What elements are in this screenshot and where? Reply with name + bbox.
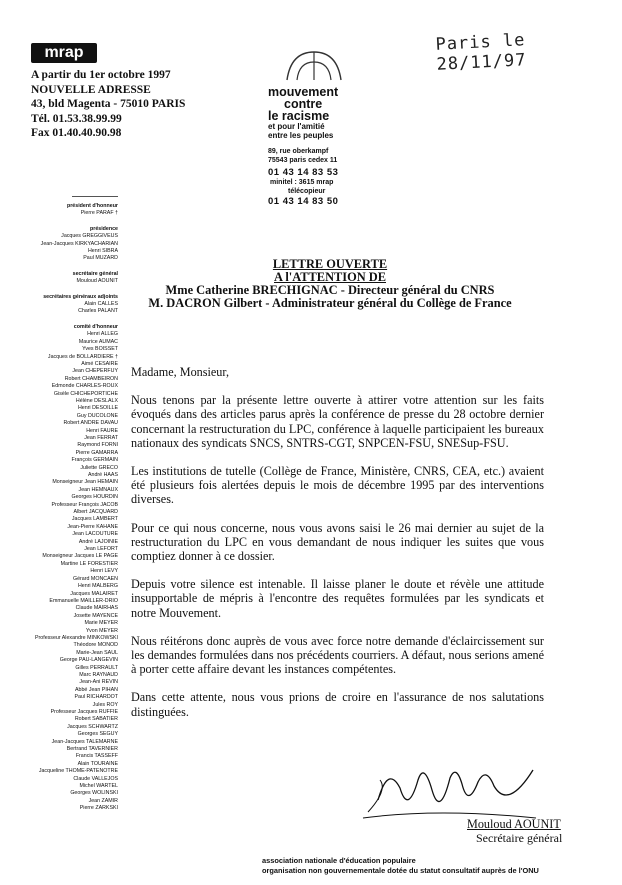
org-address-line: 75543 paris cedex 11: [268, 157, 338, 164]
address-line: 43, bld Magenta - 75010 PARIS: [31, 98, 186, 111]
sidebar-name: Jean-Ani REVIN: [79, 679, 118, 686]
sidebar-name: Henri MALBERG: [77, 583, 118, 590]
org-minitel: minitel : 3615 mrap: [270, 179, 334, 186]
sidebar-name: Georges WOLINSKI: [70, 790, 118, 797]
sidebar-name: Abbé Jean PIHAN: [75, 686, 118, 693]
paragraph: Depuis votre silence est intenable. Il laisse planer le doute et révèle une attitude insupportable de mépris à l'encontre des requêtes formulées par les syndicats et notre Mouvement.: [131, 577, 544, 620]
sidebar-name: Emmanuelle MAILLER-DRIO: [49, 597, 118, 604]
org-name-line: mouvement: [268, 85, 339, 99]
sidebar-name: Hélène DESLALX: [75, 397, 118, 404]
sidebar-name: Pierre GAMARRA: [75, 449, 118, 456]
signatory-name: Mouloud AOUNIT: [467, 817, 561, 831]
sidebar-name: Jacques de BOLLARDIERE †: [47, 353, 118, 360]
letter-heading: [120, 258, 540, 310]
sidebar-name: Professeur Jacques RUFFIE: [50, 709, 118, 715]
sidebar-name: Marc RAYNAUD: [79, 671, 118, 678]
sidebar-name: Marie-Jean SAUL: [76, 649, 118, 656]
sidebar-name: Paul MUZARD: [83, 255, 118, 262]
sidebar-name: Henri DESOILLE: [77, 405, 118, 412]
heading-line: Mme Catherine BRECHIGNAC - Directeur général du CNRS: [165, 283, 495, 297]
sidebar-name: Gilles PERRAULT: [75, 664, 118, 671]
sidebar-name: Jacques LAMBERT: [71, 516, 118, 523]
sidebar-name: Maurice AUMAC: [78, 338, 118, 345]
heading-line: A l'ATTENTION DE: [274, 270, 386, 284]
sidebar-name: Jean HEMNAUX: [78, 486, 118, 493]
sidebar-name: Marie MEYER: [84, 620, 118, 627]
sidebar-name: Alain CALLES: [84, 301, 118, 308]
sidebar-name: Jacques SCHWARTZ: [67, 723, 118, 730]
sidebar-name: Jean FERRAT: [84, 434, 118, 441]
sidebar-name: Georges HOURDIN: [71, 494, 118, 501]
sidebar-name: Yvon MEYER: [85, 627, 118, 634]
sidebar-name: Charles PALANT: [78, 308, 118, 315]
sidebar-name: Jean LACOUTURE: [72, 531, 118, 538]
sidebar-name: Gisèle CHICHEPORTICHE: [53, 390, 118, 397]
sidebar-name: Francis TASSEFF: [75, 753, 118, 760]
footer-line: association nationale d'éducation populaire: [262, 856, 416, 865]
sidebar-name: Jean LEFORT: [84, 546, 118, 553]
new-address-block: [31, 68, 185, 141]
divider: [72, 196, 118, 197]
sidebar-name: Jacques GREGGIVEUS: [61, 233, 118, 240]
address-line: Tél. 01.53.38.99.99: [31, 112, 122, 125]
footer: [262, 856, 539, 876]
paragraph: Nous réitérons donc auprès de vous avec force notre demande d'éclaircissement sur les demandes formulées dans nos précédents courriers. A défaut, nous serions amené à porter cette affaire devant les instances compétentes.: [131, 633, 544, 677]
mrap-emblem-icon: [285, 48, 343, 82]
sidebar-name: Jacqueline THOME-PATENOTRE: [38, 768, 118, 775]
sidebar-name: Mouloud AOUNIT: [76, 278, 118, 285]
sidebar-name: Edmonde CHARLES-ROUX: [51, 383, 118, 390]
sidebar-name: Aimé CESAIRE: [81, 360, 118, 367]
sidebar-name: Pierre PARAF †: [80, 210, 118, 217]
footer-line: organisation non gouvernementale dotée du statut consultatif auprès de l'ONU: [262, 865, 539, 875]
heading-line: M. DACRON Gilbert - Administrateur général du Collège de France: [148, 296, 512, 310]
org-fax-label: télécopieur: [288, 188, 326, 195]
heading-line: LETTRE OUVERTE: [272, 257, 388, 271]
sidebar-name: Professeur François JACOB: [51, 501, 118, 508]
sidebar-name: Robert ANDRE DAVAU: [63, 420, 118, 427]
sidebar-name: Bertrand TAVERNIER: [66, 746, 118, 753]
sidebar-name: Claude MAIRHAS: [75, 605, 118, 612]
letter-body: [131, 365, 544, 733]
sidebar-name: Raymond FORNI: [77, 442, 118, 449]
mrap-logo: mrap: [31, 43, 97, 63]
org-name-line: le racisme: [268, 109, 330, 123]
sidebar-name: Juliette GRECO: [80, 464, 118, 471]
sidebar-name: François GERMAIN: [71, 457, 118, 464]
sidebar-name: Monseigneur Jean HEMAIN: [52, 479, 118, 486]
sidebar-role: président d'honneur: [67, 203, 118, 209]
sidebar-name: Henri FAURE: [86, 427, 118, 434]
sidebar-name: Henri SIBRA: [87, 248, 118, 255]
org-address-line: 89, rue oberkampf: [268, 148, 329, 155]
handwritten-date: Paris le 28/11/97: [435, 30, 527, 75]
sidebar-name: Josette MAYENCE: [73, 612, 118, 619]
sidebar-name: André LAJOINIE: [78, 538, 118, 545]
handwritten-signature: [358, 760, 538, 822]
honour-committee-list: [20, 331, 118, 812]
sidebar-name: Monseigneur Jacques LE PAGE: [42, 553, 118, 560]
sidebar-name: Jacques MALAIRET: [70, 590, 118, 597]
sidebar-name: Paul RICHARDOT: [74, 694, 118, 701]
paragraph: Nous tenons par la présente lettre ouverte à attirer votre attention sur les faits évoqués dans des articles parus après la conférence de presse du 28 octobre dernier concernant la restructuration du LPC, conférence à laquelle participaient les bureaux nationaux des syndicats SNCS, SNTRS-CGT, SNPCEN-FSU, SNESup-FSU.: [131, 393, 544, 450]
sidebar-name: George PAU-LANGEVIN: [59, 657, 118, 664]
sidebar-name: Michel WARTEL: [79, 783, 118, 790]
sidebar-name: Claude VALLEJOS: [73, 775, 118, 782]
sidebar-role: secrétaires généraux adjoints: [43, 293, 118, 300]
sidebar-role: présidence: [90, 225, 118, 232]
sidebar-name: Jules ROY: [92, 701, 118, 708]
signatory-title: Secrétaire général: [476, 831, 563, 845]
salutation: Madame, Monsieur,: [131, 365, 230, 379]
sidebar-role: comité d'honneur: [73, 323, 118, 330]
sidebar-name: Alain TOURAINE: [77, 760, 118, 767]
sidebar-name: Jean ZAMIR: [88, 797, 118, 804]
sidebar-name: Henri LEVY: [90, 568, 118, 575]
sidebar-name: Théodore MONOD: [73, 642, 118, 649]
sidebar-name: André HAAS: [87, 472, 118, 478]
org-block: [268, 86, 338, 207]
sidebar-role: secrétaire général: [72, 270, 118, 277]
sidebar-name: Jean-Jacques TALEMARNE: [51, 738, 118, 745]
address-line: Fax 01.40.40.90.98: [31, 127, 122, 140]
sidebar-name: Georges SEGUY: [77, 731, 118, 738]
committee-sidebar: [20, 196, 118, 813]
address-line: A partir du 1er octobre 1997: [31, 69, 171, 81]
sidebar-name: Martine LE FORESTIER: [60, 560, 118, 567]
sidebar-name: Yves BOISSET: [82, 346, 118, 353]
sidebar-name: Henri ALLEG: [87, 331, 118, 338]
sidebar-name: Robert CHAMBEIRON: [64, 375, 118, 382]
sidebar-name: Gérard MONCAEN: [72, 575, 118, 582]
org-name-line: contre: [284, 97, 323, 111]
org-fax: 01 43 14 83 50: [268, 196, 339, 207]
paragraph: Dans cette attente, nous vous prions de croire en l'assurance de nos salutations distinguées.: [131, 690, 544, 719]
sidebar-name: Albert JACQUARD: [73, 509, 118, 516]
paragraph: Les institutions de tutelle (Collège de France, Ministère, CNRS, CEA, etc.) avaient été plusieurs fois alertées depuis le mois de décembre 1995 par des interventions diverses.: [131, 464, 544, 507]
sidebar-name: Jean CHEPERFUY: [72, 368, 118, 375]
sidebar-name: Jean-Jacques KIRKYACHARIAN: [40, 240, 118, 247]
address-line: NOUVELLE ADRESSE: [31, 83, 151, 96]
org-sub-line: entre les peuples: [268, 131, 334, 140]
sidebar-name: Pierre ZARKSKI: [79, 805, 118, 812]
sidebar-name: Guy DUCOLONE: [76, 412, 118, 419]
sidebar-name: Jean-Pierre KAHANE: [67, 523, 118, 530]
org-phone: 01 43 14 83 53: [268, 167, 339, 178]
sidebar-name: Robert SABATIER: [74, 716, 118, 723]
sidebar-name: Professeur Alexandre MINKOWSKI: [34, 634, 118, 641]
paragraph: Pour ce qui nous concerne, nous vous avons saisi le 26 mai dernier au sujet de la restructuration du LPC en vous demandant de nous indiquer les suites que vous comptiez donner à ce dossier.: [131, 520, 544, 564]
org-sub-line: et pour l'amitié: [268, 122, 325, 131]
